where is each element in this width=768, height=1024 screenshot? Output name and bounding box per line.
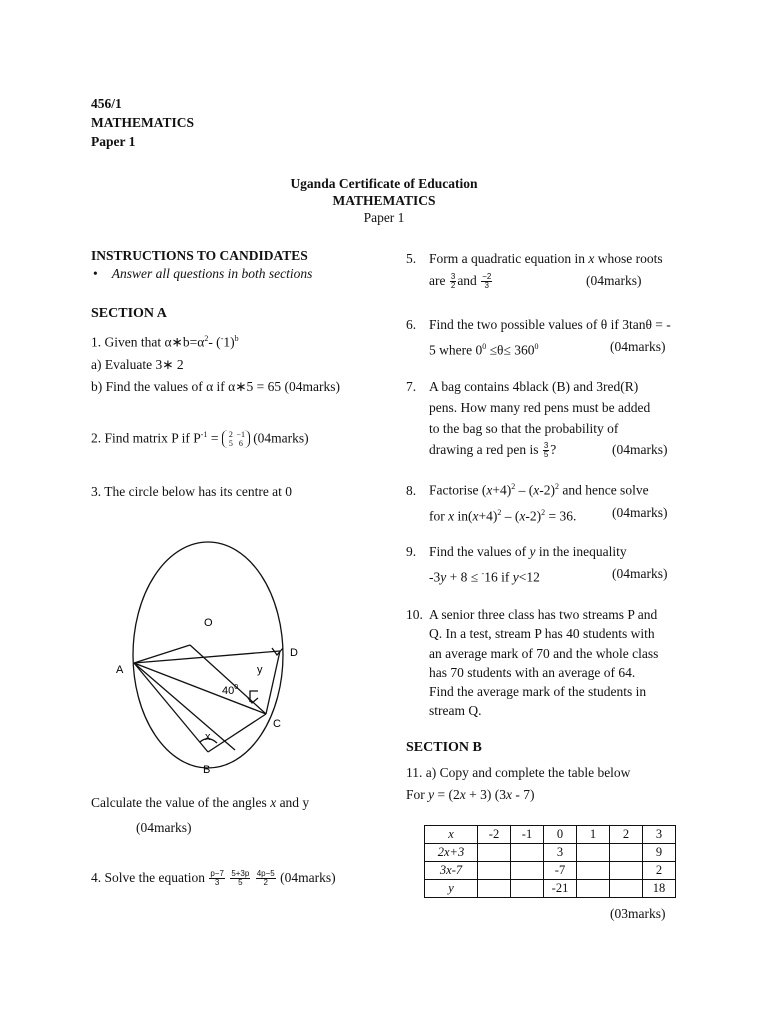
table-row [425,826,676,844]
paper-number: Paper 1 [91,134,136,149]
table-cell [577,862,610,880]
question-1b: b) Find the values of α if α∗5 = 65 (04marks) [91,378,341,394]
label-B: B [203,764,211,776]
table-cell: 9 [643,844,676,862]
instructions-item: • Answer all questions in both sections [93,266,313,281]
question-4: 4. Solve the equation $\frac{p-7}{3}$ $\frac{5+3p}{5}$ $\frac{4p-5}{2}$ (04marks) [91,869,336,888]
table-cell [610,880,643,898]
question-3-marks: (04marks) [136,820,192,835]
matrix: 2 −1 5 6 [222,430,250,448]
question-10: 10. A senior three class has two streams P and Q. In a test, stream P has 40 students with an average mark of 70 and the whole class has 70 students with an average of 64. Find the average mark of the students in stream Q. [406,607,659,719]
table-cell [610,844,643,862]
table-cell [577,880,610,898]
table-cell: y [425,880,478,898]
question-1a: a) Evaluate 3∗ 2 [91,356,184,372]
table-cell [478,862,511,880]
instructions-heading: INSTRUCTIONS TO CANDIDATES [91,248,308,263]
table-row [425,862,676,880]
table-cell [511,862,544,880]
table-cell [577,844,610,862]
question-7: 7. A bag contains 4black (B) and 3red(R) pens. How many red pens must be added to the bag so that the probability of drawing a red pen is $\frac{3}{5}$ ? (04marks) [406,379,668,460]
question-3: 3. The circle below has its centre at 0 [91,484,293,499]
table-cell: -7 [544,862,577,880]
label-y: y [257,664,263,676]
question-8: 8. Factorise $(x+4)^2 - (x-2)^2$ and hence solve for x $in(x+4)^2 - (x-2)^2 = 36$. (04marks) [406,482,668,523]
exam-subject: MATHEMATICS [332,193,436,208]
section-a-heading: SECTION A [91,306,167,321]
section-b-heading: SECTION B [406,740,482,755]
exam-title-block [200,175,568,226]
table-cell: 3x-7 [425,862,478,880]
question-2: 2. Find matrix P if $P^{-1} = 2 -1$ 5 6 (04marks) [91,430,309,449]
table-cell [610,862,643,880]
label-D: D [290,647,298,659]
question-11-marks: (03marks) [610,906,666,921]
label-O: O [204,617,213,629]
table-cell: -2 [478,826,511,844]
exam-name: Uganda Certificate of Education [290,176,478,191]
table-cell: 2x+3 [425,844,478,862]
table-cell: x [425,826,478,844]
question-3-calc: Calculate the value of the angles x and y [91,795,310,810]
question-6: 6. Find the two possible values of θ if 3tanθ = - 5 where $0^0 \le\theta\le 360^0$ (04marks) [406,317,671,358]
table-row [425,844,676,862]
table-cell: 0 [544,826,577,844]
question-11: 11. a) Copy and complete the table below For y = (2x + 3) (3x - 7) [406,765,631,802]
table-row [425,880,676,898]
label-angle: $40^0$ [222,684,239,697]
table-cell: 18 [643,880,676,898]
table-cell: 3 [544,844,577,862]
table-cell: 3 [643,826,676,844]
label-x: x [205,731,211,743]
table-cell [511,844,544,862]
table-cell: 1 [577,826,610,844]
values-table [424,825,676,898]
paper-subject: MATHEMATICS [91,115,195,130]
label-A: A [116,664,124,676]
question-9: 9. Find the values of y in the inequality -3y + 8 ≤ -16 if y<12 (04marks) [406,544,668,585]
table-cell: -21 [544,880,577,898]
question-5: 5. Form a quadratic equation in x whose roots are $\frac{3}{2}$ and $\frac{-2}{3}$ (04marks) [406,251,663,291]
paper-code: 456/1 [91,96,122,111]
question-1: 1. Given that $\alpha∗b=\alpha^2-$ $(^-1)^b$ a) Evaluate 3∗ 2 b) Find the values of α if α∗5 = 65 (04marks) [91,328,391,398]
table-cell [478,880,511,898]
table-cell: 2 [643,862,676,880]
exam-paper: Paper 1 [363,210,405,225]
circle-diagram [100,530,320,780]
table-cell: -1 [511,826,544,844]
table-cell [478,844,511,862]
table-cell: 2 [610,826,643,844]
table-cell [511,880,544,898]
label-C: C [273,718,281,730]
paper-header [91,94,194,151]
